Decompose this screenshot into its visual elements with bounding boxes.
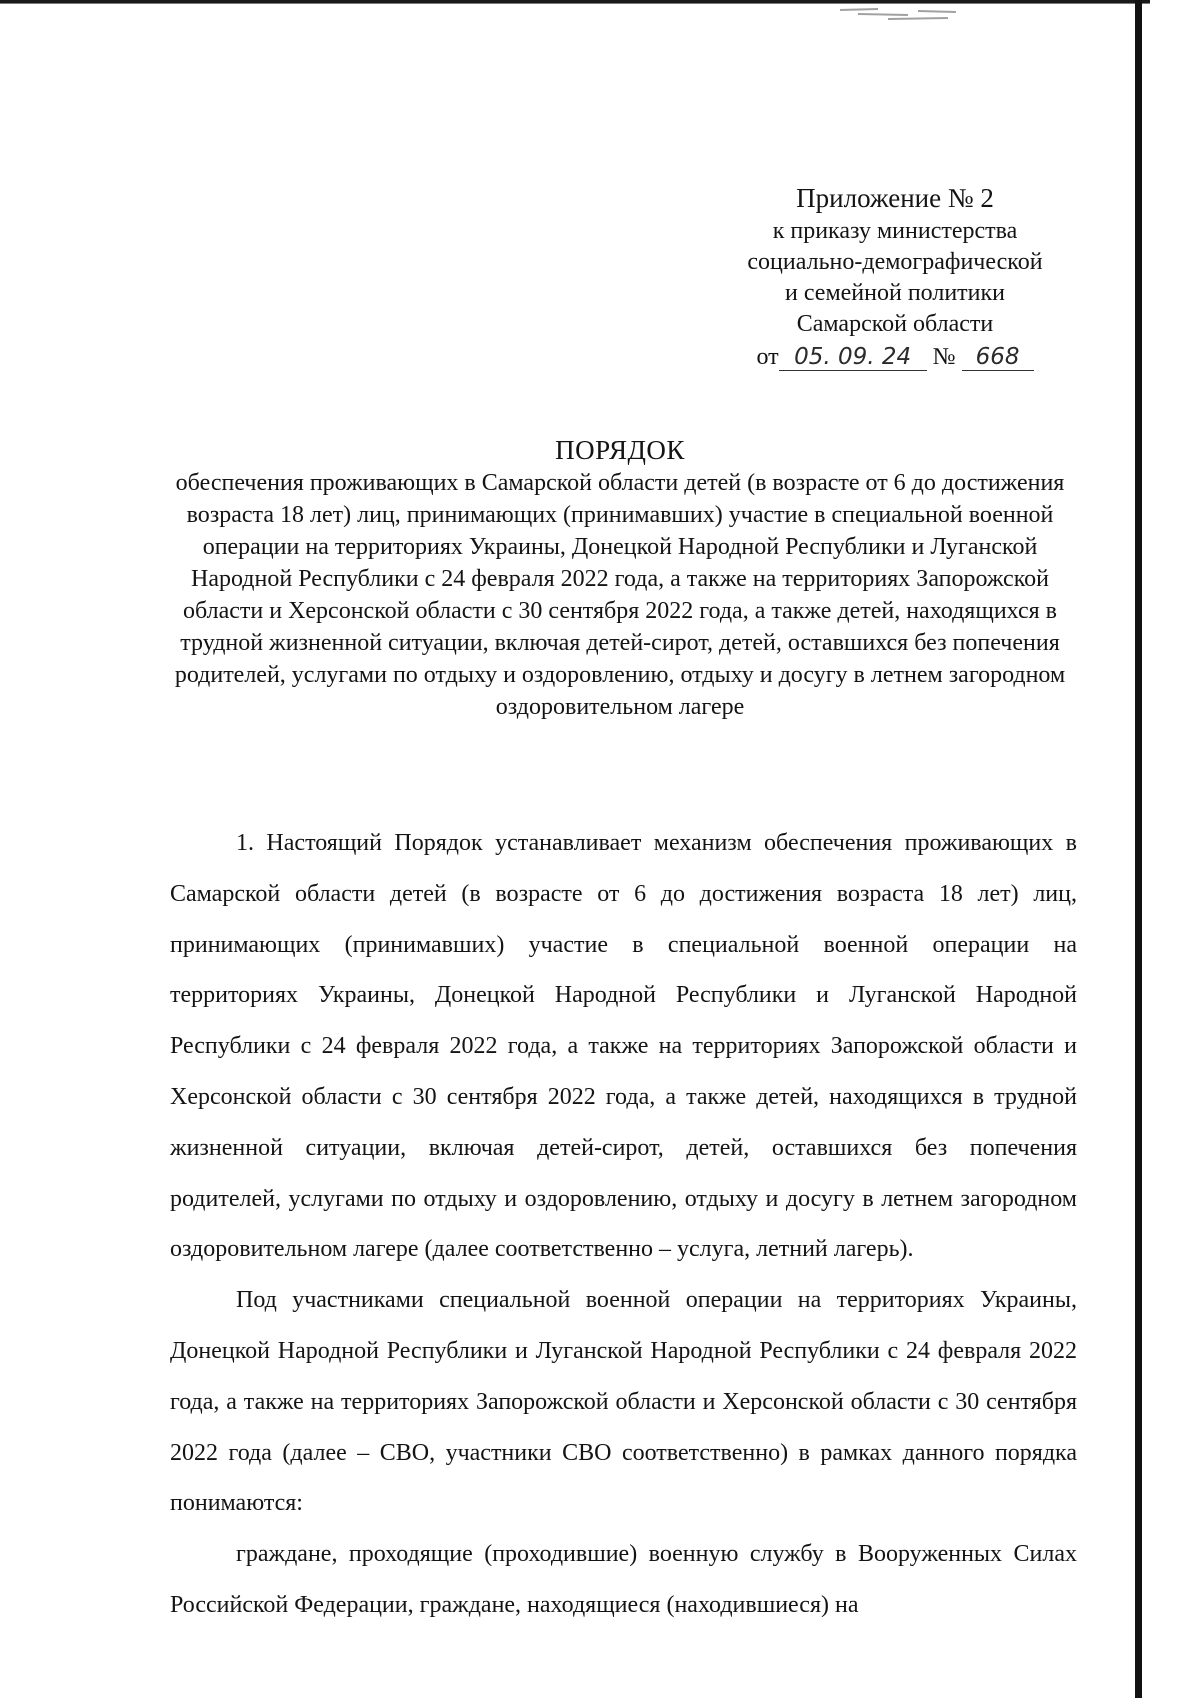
body-paragraph-1: 1. Настоящий Порядок устанавливает механизм обеспечения проживающих в Самарской области детей (в возрасте от 6 до достижения возраста 18 лет) лиц, принимающих (принимавших) участие в специальной военной операции на территориях Украины, Донецкой Народной Республики и Луганской Народной Республики с 24 февраля 2022 года, а также на территориях Запорожской области и Херсонской области с 30 сентября 2022 года, а также детей, находящихся в трудной жизненной ситуации, включая детей-сирот, детей, оставшихся без попечения родителей, услугами по отдыху и оздоровлению, отдыху и досугу в летнем загородном оздоровительном лагере (далее соответственно – услуга, летний лагерь). [170, 830, 1077, 1263]
handwritten-date: 05. 09. 24 [779, 344, 927, 371]
appendix-line-1: к приказу министерства [772, 218, 1018, 244]
body-paragraph-3: граждане, проходящие (проходившие) военную службу в Вооруженных Силах Российской Федерации, граждане, находящиеся (находившиеся) на [170, 1541, 1077, 1618]
scan-border-top [0, 0, 1150, 6]
order-date-line [690, 342, 1100, 373]
appendix-header [690, 180, 1100, 373]
document-body [170, 818, 1077, 1631]
document-title: ПОРЯДОК [555, 435, 685, 465]
document-title-block [160, 433, 1080, 723]
appendix-line-4: Самарской области [796, 311, 994, 337]
appendix-title: Приложение № 2 [796, 183, 994, 213]
scan-artifact-mark [838, 6, 958, 22]
handwritten-number: 668 [962, 344, 1034, 371]
scan-border-right [1135, 0, 1142, 1698]
appendix-line-3: и семейной политики [785, 280, 1005, 306]
date-prefix: от [756, 344, 779, 370]
body-paragraph-2: Под участниками специальной военной операции на территориях Украины, Донецкой Народной Республики и Луганской Народной Республики с 24 февраля 2022 года, а также на территориях Запорожской области и Херсонской области с 30 сентября 2022 года (далее – СВО, участники СВО соответственно) в рамках данного порядка понимаются: [170, 1287, 1077, 1517]
appendix-line-2: социально-демографической [747, 249, 1043, 275]
number-prefix: № [932, 344, 956, 370]
document-subtitle: обеспечения проживающих в Самарской области детей (в возрасте от 6 до достижения возраста 18 лет) лиц, принимающих (принимавших) участие в специальной военной операции на территориях Украины, Донецкой Народной Республики и Луганской Народной Республики с 24 февраля 2022 года, а также на территориях Запорожской области и Херсонской области с 30 сентября 2022 года, а также детей, находящихся в трудной жизненной ситуации, включая детей-сирот, детей, оставшихся без попечения родителей, услугами по отдыху и оздоровлению, отдыху и досугу в летнем загородном оздоровительном лагере [174, 470, 1066, 720]
